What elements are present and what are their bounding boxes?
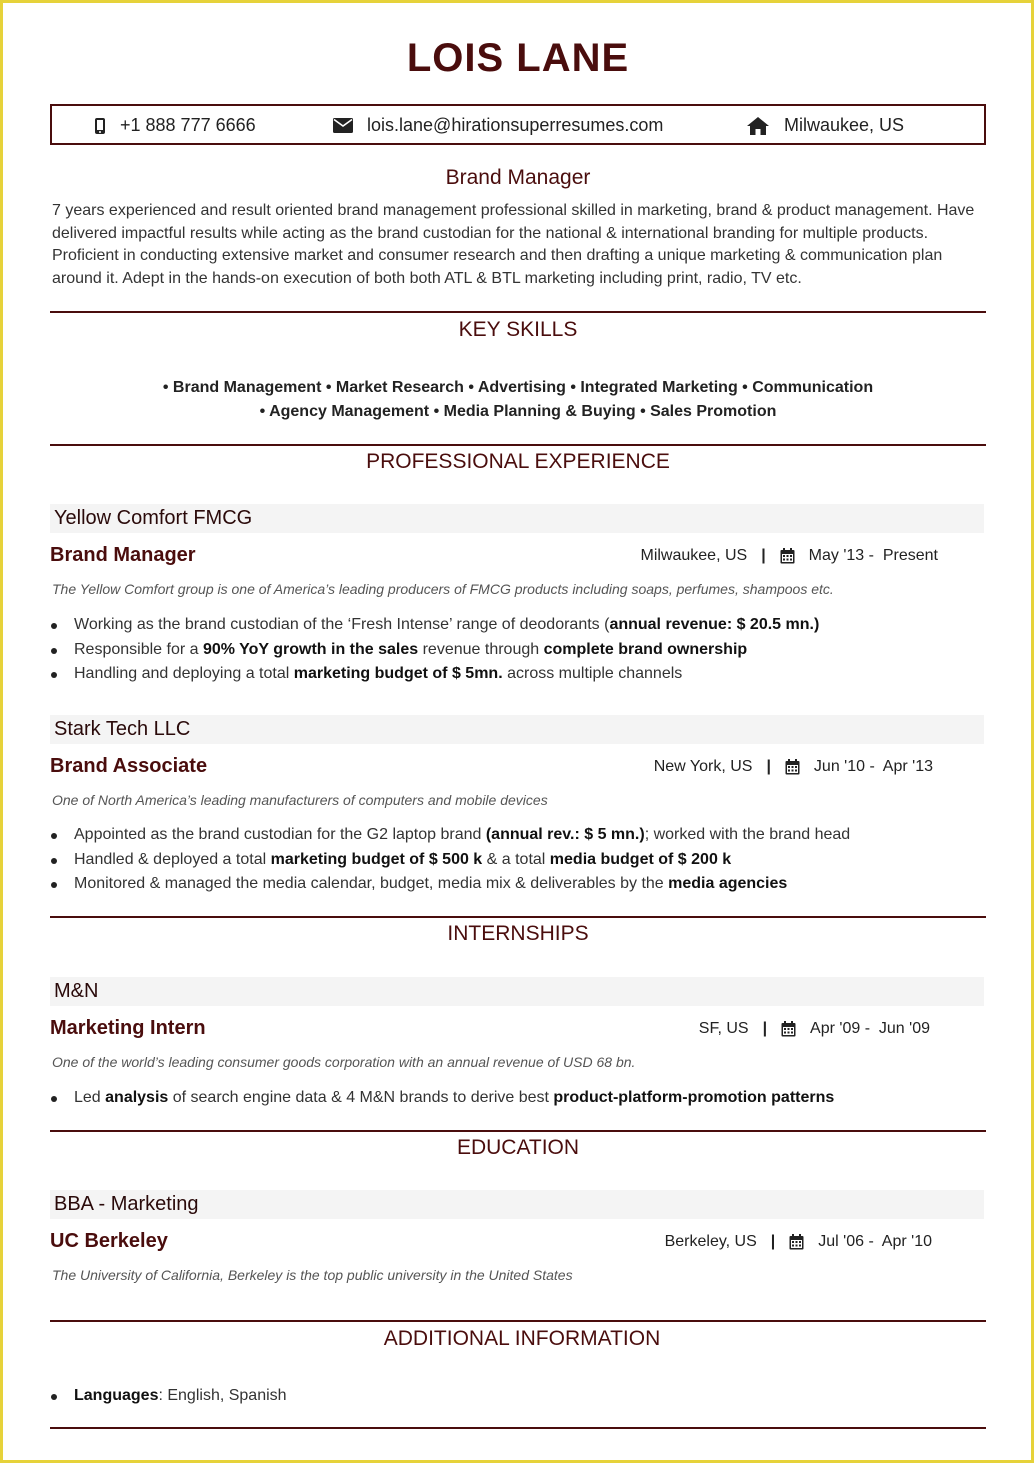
bullet-text: Monitored & managed the media calendar, budget, media mix & deliverables by the <box>74 875 669 892</box>
meta-separator: | <box>761 547 766 564</box>
company-name: Stark Tech LLC <box>50 715 984 744</box>
bullet-bold-text: media agencies <box>668 875 788 892</box>
bullet-item <box>50 1384 986 1409</box>
additional-bullets <box>50 1384 986 1409</box>
company-name: M&N <box>50 977 984 1006</box>
job-dates: May '13 - Present <box>808 547 938 564</box>
bullet-item <box>50 1086 986 1111</box>
school-meta <box>665 1233 932 1251</box>
company-description: The Yellow Comfort group is one of America’s leading producers of FMCG products including soaps, perfumes, shampoos etc. <box>52 581 834 597</box>
experience-heading: PROFESSIONAL EXPERIENCE <box>366 450 670 473</box>
company-name: Yellow Comfort FMCG <box>50 504 984 533</box>
bullet-text: Handling and deploying a total <box>74 665 294 682</box>
divider <box>50 1320 986 1322</box>
contact-location <box>746 115 904 136</box>
bullet-item <box>50 823 986 848</box>
summary-text: 7 years experienced and result oriented brand management professional skilled in marketing, brand & product management. Have delivered impactful results while acting as the brand custodian for the national & international branding for multiple products. Proficient in conducting extensive market and consumer research and then drafting a unique marketing & communication plan around it. Adept in the hands-on execution of both both ATL & BTL marketing including print, radio, TV etc. <box>52 202 975 287</box>
home-icon <box>746 116 770 136</box>
location-text: Milwaukee, US <box>784 115 905 135</box>
phone-text: +1 888 777 6666 <box>120 115 256 135</box>
job-location: New York, US <box>653 758 753 775</box>
candidate-name: LOIS LANE <box>406 36 630 80</box>
meta-separator: | <box>770 1233 776 1250</box>
divider <box>50 444 986 446</box>
summary-title: Brand Manager <box>445 166 591 189</box>
bullet-bold-text: media budget of $ 200 k <box>549 850 732 868</box>
email-link[interactable]: lois.lane@hirationsuperresumes.com <box>367 115 664 135</box>
calendar-icon <box>785 759 800 775</box>
bullet-text: & a total <box>482 850 550 868</box>
bullet-item <box>50 848 986 873</box>
divider <box>50 1130 986 1132</box>
job-meta <box>699 1020 930 1038</box>
job-meta <box>640 547 938 565</box>
job-title: Brand Manager <box>50 544 196 566</box>
bullet-bold-text: product-platform-promotion patterns <box>553 1089 835 1106</box>
job-bullets <box>50 613 986 687</box>
skills-heading: KEY SKILLS <box>458 318 578 341</box>
bullet-text: across multiple channels <box>502 665 683 682</box>
envelope-icon <box>333 118 353 133</box>
contact-email <box>333 115 663 136</box>
calendar-icon <box>781 1021 796 1037</box>
job-location: SF, US <box>698 1020 749 1037</box>
bullet-bold-text: (annual rev.: $ 5 mn.) <box>485 826 645 843</box>
job-meta <box>654 758 933 776</box>
calendar-icon <box>789 1234 804 1250</box>
bullet-bold-text: Languages <box>74 1387 159 1404</box>
contact-bar <box>50 104 986 145</box>
calendar-icon <box>780 548 795 564</box>
bullet-bold-text: marketing budget of $ 500 k <box>270 850 483 868</box>
bullet-bold-text: complete brand ownership <box>543 640 748 658</box>
bullet-text: of search engine data & 4 M&N brands to derive best <box>168 1089 554 1106</box>
job-title: Brand Associate <box>50 755 208 777</box>
divider <box>50 311 986 313</box>
job-location: Milwaukee, US <box>640 547 748 564</box>
phone-icon <box>94 117 106 135</box>
internships-heading: INTERNSHIPS <box>447 922 589 945</box>
job-bullets <box>50 823 986 897</box>
company-description: One of North America’s leading manufacturers of computers and mobile devices <box>52 792 548 808</box>
meta-separator: | <box>766 758 771 775</box>
school-name: UC Berkeley <box>50 1230 168 1252</box>
bullet-text: Appointed as the brand custodian for the G2 laptop brand <box>74 826 486 843</box>
degree-name: BBA - Marketing <box>50 1190 984 1219</box>
skills-line-2: • Agency Management • Media Planning & Buying • Sales Promotion <box>259 403 777 420</box>
school-description: The University of California, Berkeley is the top public university in the United States <box>52 1267 573 1283</box>
bullet-item <box>50 872 986 897</box>
job-title: Marketing Intern <box>50 1017 206 1039</box>
company-description: One of the world’s leading consumer goods corporation with an annual revenue of USD 68 bn. <box>52 1054 636 1070</box>
bullet-text: Led <box>74 1089 106 1106</box>
bullet-item <box>50 638 986 663</box>
additional-heading: ADDITIONAL INFORMATION <box>383 1327 661 1350</box>
bullet-text: : English, Spanish <box>158 1387 287 1404</box>
education-heading: EDUCATION <box>456 1136 580 1159</box>
bullet-text: Working as the brand custodian of the ‘Fresh Intense’ range of deodorants ( <box>74 616 610 633</box>
bullet-bold-text: 90% YoY growth in the sales <box>202 640 419 658</box>
meta-separator: | <box>762 1020 768 1037</box>
bullet-bold-text: marketing budget of $ 5mn. <box>293 665 503 682</box>
skills-line-1: • Brand Management • Market Research • Advertising • Integrated Marketing • Communication <box>162 379 874 396</box>
bullet-bold-text: analysis <box>105 1089 169 1106</box>
school-dates: Jul '06 - Apr '10 <box>818 1233 932 1250</box>
job-dates: Jun '10 - Apr '13 <box>813 758 933 775</box>
bullet-bold-text: annual revenue: $ 20.5 mn.) <box>609 616 820 633</box>
bullet-text: Responsible for a <box>74 640 203 658</box>
bullet-item <box>50 662 986 687</box>
divider <box>50 916 986 918</box>
bullet-text: Handled & deployed a total <box>74 850 271 868</box>
bullet-text: ; worked with the brand head <box>644 826 851 843</box>
job-dates: Apr '09 - Jun '09 <box>810 1020 930 1037</box>
contact-phone <box>94 115 256 136</box>
bullet-item <box>50 613 986 638</box>
divider <box>50 1427 986 1429</box>
bullet-text: revenue through <box>418 640 544 658</box>
school-location: Berkeley, US <box>664 1233 757 1250</box>
internship-bullets <box>50 1086 986 1111</box>
